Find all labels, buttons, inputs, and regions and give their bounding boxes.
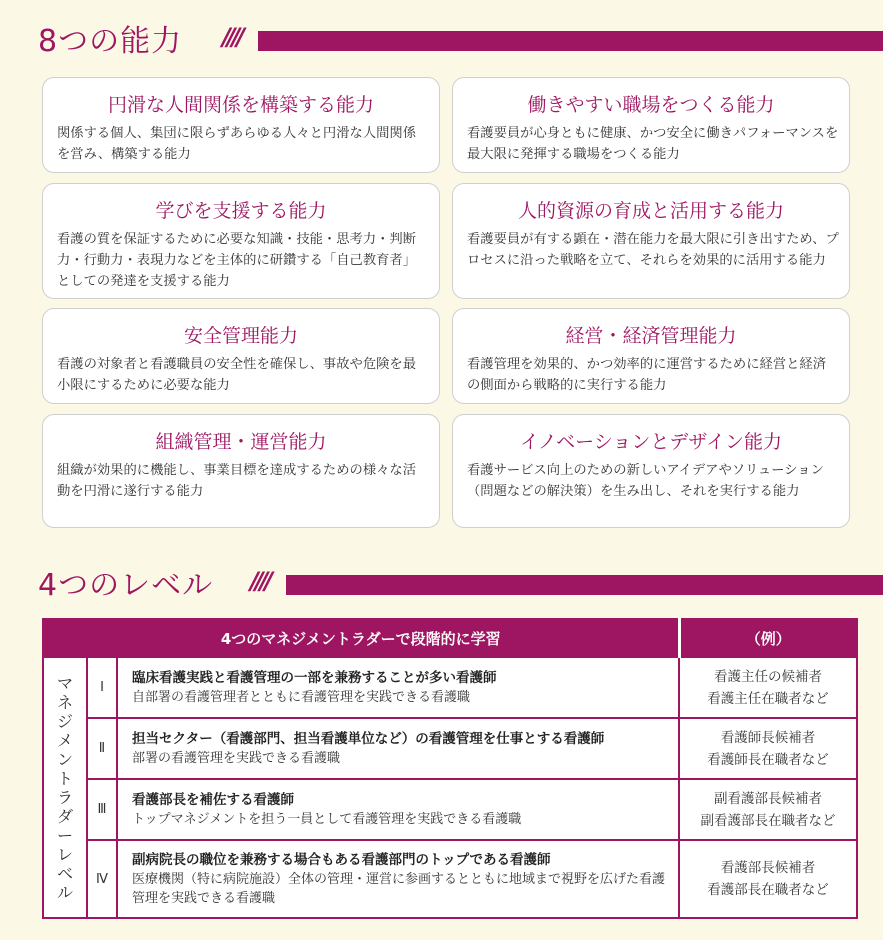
ability-card	[42, 414, 440, 528]
card-description: 組織が効果的に機能し、事業目標を達成するための様々な活動を円滑に遂行する能力	[57, 463, 417, 499]
level-number: Ⅳ	[87, 840, 117, 918]
card-title: 経営・経済管理能力	[565, 325, 737, 347]
table-row	[43, 657, 857, 718]
table-row	[43, 779, 857, 840]
ability-card	[42, 77, 440, 173]
level-number: Ⅲ	[87, 779, 117, 840]
ladder-side-label: マ ネ ジ メ ン ト ラ ダ ー レ ベ ル	[43, 657, 87, 918]
level-detail: トップマネジメントを担う一員として看護管理を実践できる看護職	[132, 812, 522, 827]
table-row	[43, 718, 857, 779]
level-number: Ⅱ	[87, 718, 117, 779]
card-description: 看護サービス向上のための新しいアイデアやソリューション（問題などの解決策）を生み出し、それを実行する能力	[467, 463, 824, 499]
level-number: Ⅰ	[87, 657, 117, 718]
ability-card	[42, 308, 440, 404]
section-title: 4つのレベル	[38, 568, 214, 603]
card-description: 看護の対象者と看護職員の安全性を確保し、事故や危険を最小限にするために必要な能力	[57, 357, 417, 393]
ability-card	[452, 183, 850, 299]
table-header-row	[43, 619, 857, 657]
section-header-levels	[0, 554, 883, 604]
level-title: 看護部長を補佐する看護師	[132, 792, 294, 808]
level-description	[117, 657, 679, 718]
card-title: イノベーションとデザイン能力	[519, 431, 782, 453]
ability-card	[42, 183, 440, 299]
header-bar	[258, 31, 883, 51]
level-description	[117, 718, 679, 779]
level-detail: 部署の看護管理を実践できる看護職	[132, 751, 341, 766]
card-description: 看護の質を保証するために必要な知識・技能・思考力・判断力・行動力・表現力などを主体的に研鑽する「自己教育者」としての発達を支援する能力	[57, 232, 417, 289]
slash-decoration: ////	[222, 23, 242, 51]
level-description	[117, 779, 679, 840]
ability-card	[452, 308, 850, 404]
card-description: 看護要員が心身ともに健康、かつ安全に働きパフォーマンスを最大限に発揮する職場をつくる能力	[467, 126, 839, 162]
card-title: 働きやすい職場をつくる能力	[527, 94, 775, 116]
example-header: （例）	[679, 619, 857, 657]
level-title: 副病院長の職位を兼務する場合もある看護部門のトップである看護師	[132, 852, 551, 868]
level-example: 看護師長候補者 看護師長在職者など	[679, 718, 857, 779]
ladder-table	[42, 618, 858, 919]
card-title: 組織管理・運営能力	[155, 431, 327, 453]
slash-decoration: ////	[250, 567, 270, 595]
level-title: 担当セクター（看護部門、担当看護単位など）の看護管理を仕事とする看護師	[132, 731, 605, 747]
level-title: 臨床看護実践と看護管理の一部を兼務することが多い看護師	[132, 670, 497, 686]
ability-card	[452, 414, 850, 528]
header-bar	[286, 575, 883, 595]
table-header: 4つのマネジメントラダーで段階的に学習	[43, 619, 679, 657]
ability-card	[452, 77, 850, 173]
card-title: 円滑な人間関係を構築する能力	[107, 94, 374, 116]
level-example: 副看護部長候補者 副看護部長在職者など	[679, 779, 857, 840]
card-description: 看護管理を効果的、かつ効率的に運営するために経営と経済の側面から戦略的に実行する能力	[467, 357, 827, 393]
card-title: 安全管理能力	[183, 325, 298, 347]
level-detail: 医療機関（特に病院施設）全体の管理・運営に参画するとともに地域まで視野を広げた看護管理を実践できる看護職	[132, 872, 666, 906]
level-description	[117, 840, 679, 918]
card-title: 人的資源の育成と活用する能力	[517, 200, 784, 222]
card-description: 関係する個人、集団に限らずあらゆる人々と円滑な人間関係を営み、構築する能力	[57, 126, 417, 162]
level-example: 看護主任の候補者 看護主任在職者など	[679, 657, 857, 718]
level-example: 看護部長候補者 看護部長在職者など	[679, 840, 857, 918]
table-row	[43, 840, 857, 918]
card-description: 看護要員が有する顕在・潜在能力を最大限に引き出すため、プロセスに沿った戦略を立て、それらを効果的に活用する能力	[467, 232, 839, 268]
section-title: 8つの能力	[38, 24, 183, 59]
level-detail: 自部署の看護管理者とともに看護管理を実践できる看護職	[132, 690, 471, 705]
card-title: 学びを支援する能力	[155, 200, 327, 222]
section-header-abilities	[0, 10, 883, 60]
